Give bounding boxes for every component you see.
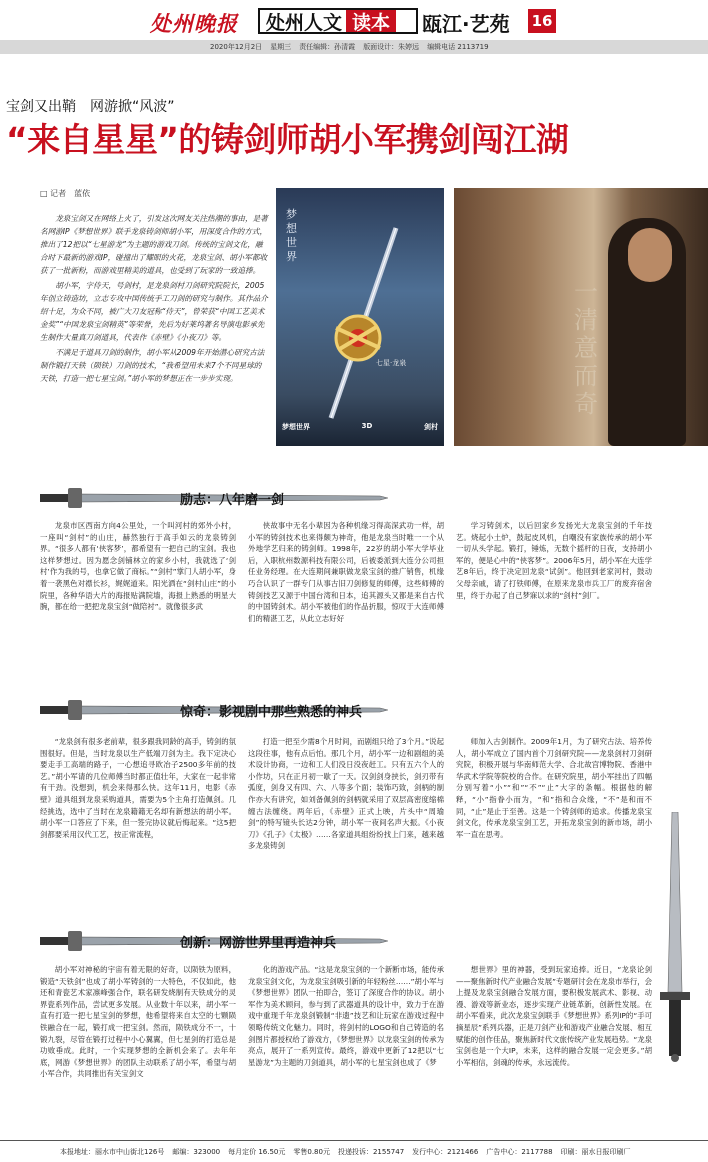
swordsmith-photo [454, 188, 708, 446]
section-column: “龙泉剑有很多老前辈，很多跟我同龄的高手，铸剑的氛围很好。但是，当时龙泉以生产低端刀剑为主。我下定决心要走手工高端的路子，一心想追寻欧冶子2500多年前的技艺。”胡小军请的几位师傅当时都正值壮年，大家在一起非常有干劲。没想到，机会来得那么快。这年11月，电影《赤壁》道具组到龙泉采购道具，需要为5个主角打造佩剑。几经挑选，选中了当时在龙泉籍籍无名却有新想法的胡小军。胡小军一口答应了下来，但一签完协议就后悔起来。“这5把剑都要采用汉代工艺，按正常流程， [40, 737, 237, 839]
footer-postcode: 邮编：323000 [172, 1147, 221, 1156]
section-3-body [40, 964, 652, 1080]
byline: □ 记者 蓝依 [40, 189, 91, 198]
person-face [628, 228, 672, 282]
poster-logo-right: 剑村 [424, 423, 438, 431]
lead-paragraph: 龙泉宝剑又在网络上火了，引发这次网友关注热潮的事由，是著名网游IP《梦想世界》联手龙泉铸剑师胡小军，用深度合作的方式，推出了12把以“七星游龙”为主题的游戏刀剑。传统的宝剑文化，融合时下最新的游戏IP，碰撞出了耀眼的火花，龙泉宝剑、胡小军都收获了一批新粉，而游戏里精美的道具，也受到了玩家的一致追捧。 [40, 214, 268, 275]
section-2-body [40, 736, 652, 852]
section-title: 八年磨一剑 [219, 493, 285, 508]
footer-complaint: 投递投诉：2155747 [337, 1147, 405, 1156]
poster-logos [282, 422, 438, 432]
section-banner-3 [40, 928, 388, 954]
info-bar [0, 40, 708, 54]
section-heading: 惊奇：影视剧中那些熟悉的神兵 [180, 705, 363, 720]
section-column: 学习铸剑术，以后回家乡发扬光大龙泉宝剑的千年技艺。烧起小土炉，鼓起皮风机，自嘲没有家族传承的胡小军一切从头学起。锻打，锤炼，无数个摇杆的日夜，支持胡小军的，便是心中的“侠客梦”。2006年5月，胡小军在大连学艺8年后，终于决定回龙泉“试剑”。他回到老家河村，鼓动父母亲戚，请了打铁师傅，在原来龙泉市兵工厂的废弃宿舍里，终于办起了自己梦寐以求的“剑村”剑厂。 [456, 521, 652, 600]
masthead-box-right: 读本 [346, 10, 396, 32]
section-banner-1 [40, 485, 388, 511]
footer-ad-center: 广告中心：2117788 [486, 1147, 553, 1156]
section-1-body [40, 520, 652, 624]
lead-paragraph: 胡小军，字侍天，号剑村，是龙泉剑村刀剑研究院院长，2005年创立铸造坊，立志专攻中国传统手工刀剑的研究与制作。其作品介绍十足，为众不同，被广大刀友冠称“侍天”，曾荣获“中国工艺美术金奖”“中国龙泉宝剑精英”等荣誉，先后为好莱坞著名导演电影承先生制作大量真刀剑道具，代表作《赤壁》《小夜刀》等。 [40, 281, 268, 342]
section-title: 网游世界里再造神兵 [219, 936, 337, 951]
info-editor: 责任编辑：孙清霞 [299, 43, 356, 51]
masthead-paper-name: 处州晚报 [150, 11, 238, 36]
section-title: 影视剧中那些熟悉的神兵 [219, 705, 363, 720]
section-tag: 惊奇 [180, 705, 207, 720]
poster-title: 梦想世界 [286, 208, 297, 263]
poster-logo-left: 梦想世界 [282, 423, 310, 431]
poster-subtitle: 七星·龙泉 [376, 359, 407, 367]
section-column: 龙泉市区西南方向4公里处，一个叫河村的郊外小村，一座叫“剑村”的山庄，赫然独行于高手如云的龙泉铸剑界。“很多人都有‘侠客梦’，都希望有一把自己的宝剑。我也这样梦想过。因为愿念剑铺林立的家乡小村，我就选了‘剑村’作为我的号，也拿它做了商标。”“剑村”掌门人胡小军，身着一袭黑色对襟长衫，娓娓道来。阳光洒在“剑村山庄”的小院里，各种华语大片的海报贴满院墙，海报上熟悉的明星大腕，都在给一把把龙泉宝剑“做陪衬”。就像很多武 [40, 521, 236, 612]
section-column: 化的游戏产品。“这是龙泉宝剑的一个新断市场，能传承龙泉宝剑文化，为龙泉宝剑吸引新的年轻粉丝……”胡小军与《梦想世界》团队一拍即合，签订了深度合作的协议。胡小军作为美术顾问，参与到了武器道具的设计中，致力于在游戏中重现千年龙泉剑锻制“非遗”技艺和让玩家在游戏过程中领略传统文化魅力。同时，将剑村的LOGO和自己铸造的名剑图片都授权给了游戏方，《梦想世界》以龙泉宝剑的传承为亮点，展开了一系列宣传。最终，游戏中更新了12把以“七星游龙”为主题的刀剑道具，胡小军的七星宝剑也成了《梦 [248, 965, 445, 1067]
section-heading: 励志：八年磨一剑 [180, 493, 285, 508]
info-designer: 版面设计：朱婷远 [363, 43, 420, 51]
footer [0, 1140, 708, 1162]
section-heading: 创新：网游世界里再造神兵 [180, 936, 337, 951]
section-tag: 励志 [180, 493, 207, 508]
section-column: 师加入古剑制作。2009年1月，为了研究古法、培养传人，胡小军成立了国内首个刀剑研究院——龙泉剑村刀剑研究院，积极开展与华南师范大学、合北故宫博物院、香港中华武术学院等院校的合作。在研究院里，胡小军挂出了四幅分别写着“小”“和”“不”“止”大字的条幅。根据他的解释，“小”指眷小而为，“和”指和合众缘，“不”是和而不同，“止”是止于至善。这是一个铸剑师的追求。传播龙泉宝剑文化，传承龙泉宝剑工艺，开拓龙泉宝剑的新市场，胡小军一直在思考。 [456, 737, 652, 839]
footer-address: 本报地址：丽水市中山街北126号 [60, 1147, 165, 1156]
info-phone: 编辑电话 2113719 [427, 43, 489, 51]
lead-paragraphs [40, 212, 268, 387]
masthead-box-left: 处州人文 [266, 11, 343, 34]
section-tag: 创新 [180, 936, 207, 951]
section-banner-2 [40, 697, 388, 723]
poster-sword-icon [276, 188, 444, 446]
page-number: 16 [528, 9, 556, 33]
info-date: 2020年12月2日 [210, 43, 263, 51]
masthead-section: 瓯江·艺苑 [422, 12, 510, 36]
section-column: 胡小军对神秘的宇宙有着无限的好奇，以陨铁为原料，锻造“天铁剑”也成了胡小军铸剑的一大特色，不仅如此，他还和青瓷艺术家凛峰强合作，联名研发烧制有天铁成分的灵界瓷系列作品，尝试更多发展。从业数十年以来，胡小军一直有打造一把七星宝剑的梦想，他希望将来自太空的七颗陨铁融合在一起，锻打成一把宝剑。然而，陨铁成分不一，十锻九裂，尽管在锻打过程中小心翼翼，但七星剑的打造总是功败垂成。此时，一个实现梦想的全新机会来了。去年年底，网游《梦想世界》的团队主动联系了胡小军，希望与胡小军合作，共同推出有关宝剑文 [40, 965, 236, 1079]
page-title: “来自星星”的铸剑师胡小军携剑闯江湖 [6, 120, 569, 159]
footer-printer: 印刷：丽水日报印刷厂 [560, 1147, 631, 1156]
poster-logo-mid: 3D [361, 422, 373, 430]
section-column: 想世界》里的神器，受到玩家追捧。近日，“龙泉论剑——聚焦新时代产业融合发展”专题研讨会在龙泉市举行，会上提及龙泉宝剑融合发展方面，要积极发展武术、影视、动漫、游戏等新业态，逐步实现产业链革新，创新性发展。在胡小军看来，此次龙泉宝剑联手《梦想世界》系列IP的“手可摘星辰”系列兵器，正是刀剑产业和游戏产业融合发展、相互赋能的创作佳品，聚焦新时代文旅传统产业发展趋势。“龙泉宝剑也是一个大IP，未来，这样的融合发展一定会更多。”胡小军相信，剑魂的传承，永远流传。 [456, 965, 652, 1067]
photo-calligraphy: 一清意而奇 [574, 278, 598, 418]
footer-single: 零售0.80元 [293, 1147, 330, 1156]
kicker: 宝剑又出鞘 网游掀“风波” [6, 99, 175, 115]
masthead-box [258, 8, 418, 34]
footer-distribution: 发行中心：2121466 [412, 1147, 479, 1156]
section-column: 侠故事中无名小辈因为各种机缘习得高深武功一样，胡小军的铸剑技术也来得颇为神奇，他是龙泉当时唯一一个从外地学艺归来的铸剑师。1998年，22岁的胡小军大学毕业后，入职杭州数源科技有限公司，后被委派到大连分公司担任业务经理。在大连期间兼职做龙泉宝剑的推广销售，机缘巧合认识了一群专门从事古旧刀剑修复的师傅，这些师傅的铸剑技艺又源于中国台湾和日本，追其源头又都是来自古代的中国铸剑术。胡小军被他们的作品折服，惊叹于大连师傅们的精湛工艺，从此立志好好 [248, 521, 444, 623]
vertical-sword-icon [652, 812, 698, 1062]
info-weekday: 星期三 [270, 43, 292, 51]
lead-paragraph: 不满足于道具刀剑的制作，胡小军从2009年开始潜心研究古法制作锻打天铁（陨铁）刀剑的技术，“我希望用未来7个不同星球的天铁，打造一把七星宝剑。”胡小军的梦想正在一步步实现。 [40, 348, 265, 383]
footer-price: 每月定价 16.50元 [228, 1147, 286, 1156]
game-poster-image [276, 188, 444, 446]
section-column: 打造一把至少需8个月时间，而剧组只给了3个月。”说起这段往事，他有点后怕。那几个月，胡小军一边和剧组的美术设计协商，一边和工人们没日没夜赶工。只有五六个人的小作坊，只在正月初一歇了一天。汉剑剑身挟长，剑刃带有弧度，剑身又有四、六、八等多个面；装饰巧致，剑柄的制作亦大有讲究，如刘备佩剑的剑柄就采用了双层高密度缩棉缠古法缠绕。两年后，《赤壁》正式上映，片头中“周瑜剑”的特写镜头长达2分钟，胡小军一夜间名声大振。《小夜刀》《孔子》《太极》……各家道具组纷纷找上门来，越来越多龙泉铸剑 [248, 737, 444, 851]
